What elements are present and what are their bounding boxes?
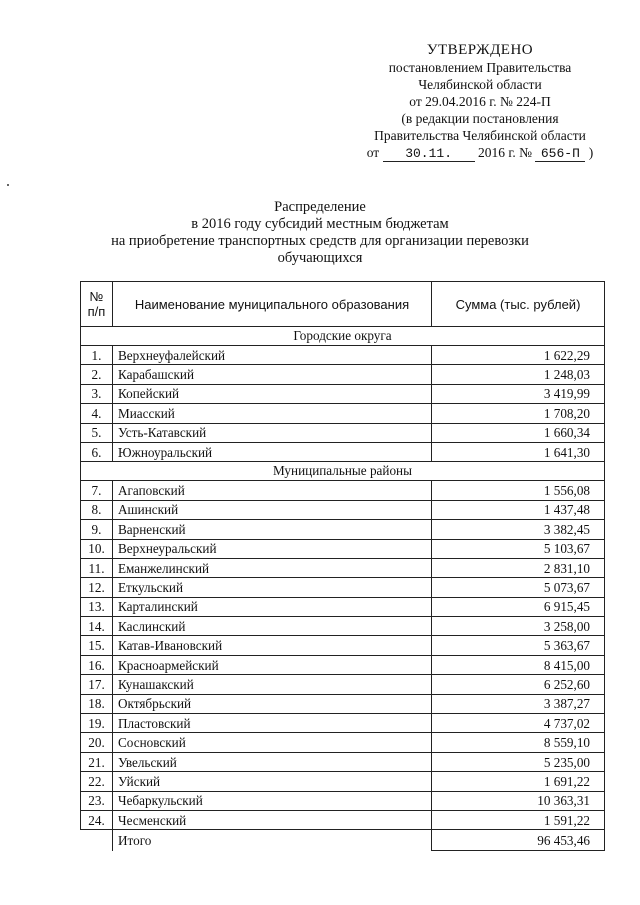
approval-line-2: Челябинской области [418,77,542,92]
row-municipality: Агаповский [113,481,432,500]
row-municipality: Еманжелинский [113,558,432,577]
row-number: 4. [81,404,113,423]
row-municipality: Верхнеуральский [113,539,432,558]
table-row [81,597,605,616]
row-municipality: Миасский [113,404,432,423]
row-number: 23. [81,791,113,810]
row-number: 15. [81,636,113,655]
total-sum: 96 453,46 [432,830,605,851]
section-row [81,327,605,346]
row-number: 22. [81,772,113,791]
table-row [81,636,605,655]
row-municipality: Катав-Ивановский [113,636,432,655]
row-number: 13. [81,597,113,616]
row-number: 8. [81,500,113,519]
row-number: 2. [81,365,113,384]
total-label: Итого [113,830,432,851]
row-municipality: Усть-Катавский [113,423,432,442]
row-sum: 4 737,02 [432,714,605,733]
table-row [81,714,605,733]
row-municipality: Уйский [113,772,432,791]
section-title: Городские округа [81,327,605,346]
row-municipality: Красноармейский [113,655,432,674]
section-row [81,462,605,481]
table-row [81,752,605,771]
row-sum: 5 103,67 [432,539,605,558]
edition-number: 656-П [535,146,585,162]
heading-line-3: на приобретение транспортных средств для организации перевозки [111,233,529,249]
table-row [81,791,605,810]
table-row [81,520,605,539]
total-blank [81,830,113,851]
row-sum: 5 235,00 [432,752,605,771]
row-number: 18. [81,694,113,713]
scan-speck [7,184,9,186]
table-row [81,655,605,674]
row-municipality: Варненский [113,520,432,539]
table-row [81,539,605,558]
header-num: № п/п [81,282,113,327]
table-row [81,733,605,752]
edition-prefix: от [366,145,380,160]
row-sum: 1 248,03 [432,365,605,384]
row-number: 12. [81,578,113,597]
row-sum: 6 915,45 [432,597,605,616]
row-number: 3. [81,384,113,403]
row-number: 17. [81,675,113,694]
section-title: Муниципальные районы [81,462,605,481]
row-municipality: Чесменский [113,810,432,829]
row-sum: 3 258,00 [432,617,605,636]
edition-line [330,144,630,162]
row-sum: 10 363,31 [432,791,605,810]
row-municipality: Сосновский [113,733,432,752]
approval-title: УТВЕРЖДЕНО [426,42,534,58]
row-municipality: Южноуральский [113,442,432,461]
row-sum: 8 415,00 [432,655,605,674]
row-sum: 2 831,10 [432,558,605,577]
total-row [81,830,605,851]
row-municipality: Чебаркульский [113,791,432,810]
row-municipality: Увельский [113,752,432,771]
approval-line-3: от 29.04.2016 г. № 224-П [409,94,551,109]
table-row [81,442,605,461]
row-municipality: Верхнеуфалейский [113,346,432,365]
table-row [81,578,605,597]
approval-line-5: Правительства Челябинской области [374,128,586,143]
row-sum: 8 559,10 [432,733,605,752]
table-row [81,500,605,519]
row-sum: 1 691,22 [432,772,605,791]
row-number: 1. [81,346,113,365]
table-body [81,327,605,851]
row-number: 16. [81,655,113,674]
table-row [81,384,605,403]
row-sum: 6 252,60 [432,675,605,694]
approval-line-4: (в редакции постановления [401,111,559,126]
row-number: 10. [81,539,113,558]
row-municipality: Карабашский [113,365,432,384]
row-number: 21. [81,752,113,771]
edition-suffix: ) [588,145,594,160]
row-municipality: Еткульский [113,578,432,597]
document-heading [60,199,580,267]
approval-line-1: постановлением Правительства [388,60,572,75]
row-number: 6. [81,442,113,461]
heading-line-4: обучающихся [277,250,363,266]
row-number: 20. [81,733,113,752]
subsidy-table [80,281,605,851]
table-header-row [81,282,605,327]
header-name: Наименование муниципального образования [113,282,432,327]
row-sum: 3 387,27 [432,694,605,713]
table-row [81,617,605,636]
row-sum: 3 419,99 [432,384,605,403]
row-number: 19. [81,714,113,733]
row-municipality: Копейский [113,384,432,403]
row-municipality: Пластовский [113,714,432,733]
heading-line-2: в 2016 году субсидий местным бюджетам [191,216,449,232]
table-row [81,423,605,442]
table-row [81,675,605,694]
row-municipality: Октябрьский [113,694,432,713]
table-row [81,481,605,500]
row-sum: 1 660,34 [432,423,605,442]
row-sum: 1 591,22 [432,810,605,829]
approval-stamp [330,42,630,162]
row-municipality: Карталинский [113,597,432,616]
row-sum: 5 363,67 [432,636,605,655]
row-sum: 1 437,48 [432,500,605,519]
row-municipality: Ашинский [113,500,432,519]
edition-date: 30.11. [383,146,475,162]
row-number: 7. [81,481,113,500]
table-row [81,404,605,423]
row-sum: 3 382,45 [432,520,605,539]
row-number: 5. [81,423,113,442]
header-sum: Сумма (тыс. рублей) [432,282,605,327]
row-number: 24. [81,810,113,829]
row-number: 9. [81,520,113,539]
row-municipality: Кунашакский [113,675,432,694]
row-number: 14. [81,617,113,636]
edition-mid: 2016 г. № [477,145,532,160]
table-row [81,558,605,577]
table-row [81,365,605,384]
row-sum: 1 641,30 [432,442,605,461]
table-row [81,772,605,791]
row-sum: 5 073,67 [432,578,605,597]
row-sum: 1 556,08 [432,481,605,500]
heading-line-1: Распределение [274,199,366,215]
row-sum: 1 622,29 [432,346,605,365]
row-sum: 1 708,20 [432,404,605,423]
table-row [81,346,605,365]
row-municipality: Каслинский [113,617,432,636]
table-row [81,810,605,829]
table-row [81,694,605,713]
row-number: 11. [81,558,113,577]
